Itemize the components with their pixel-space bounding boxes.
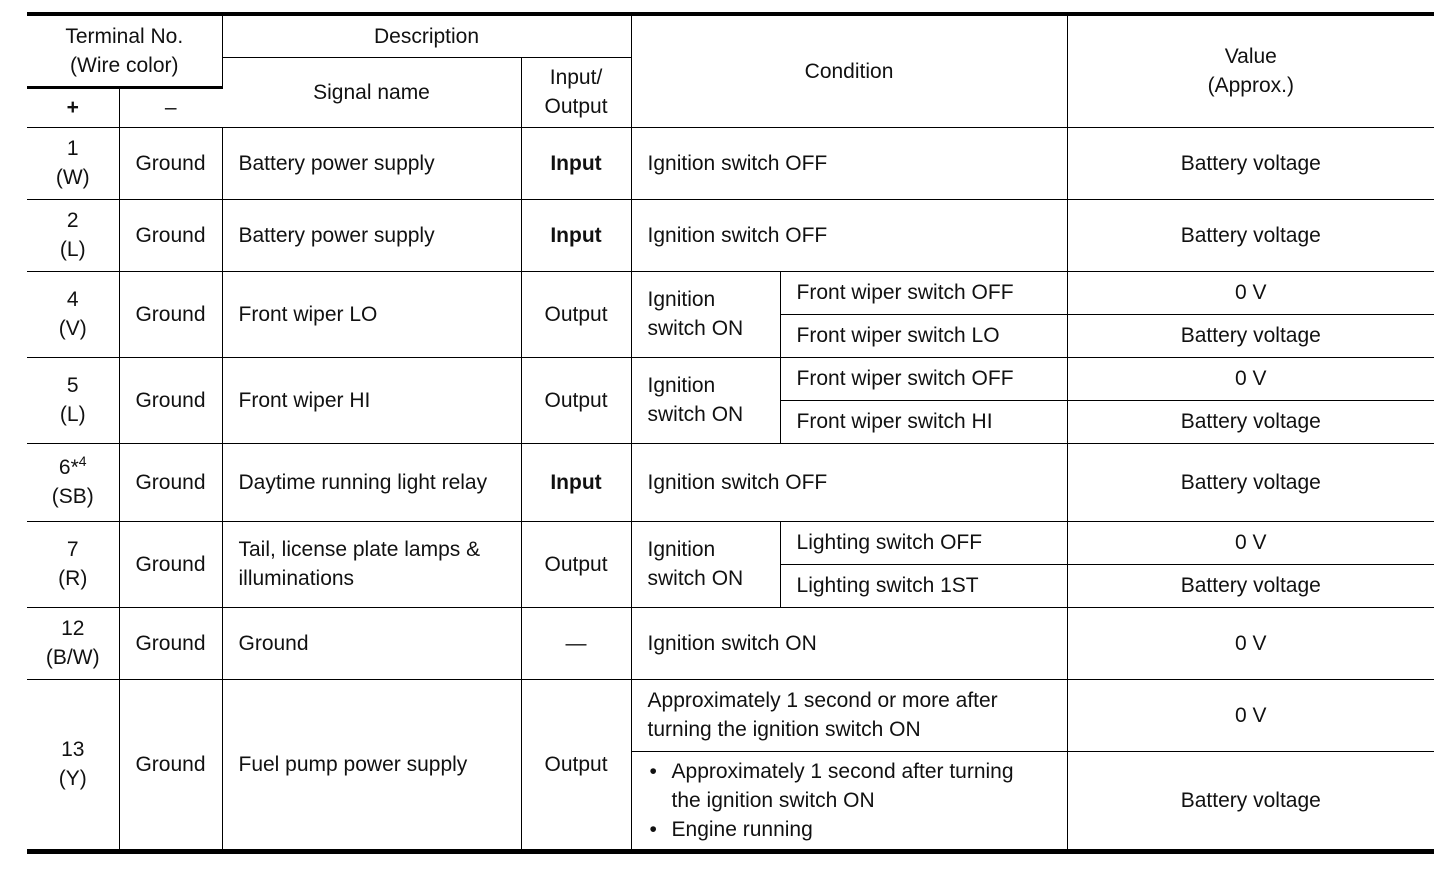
header-description: Description [222,14,631,57]
terminal-cell [27,127,119,199]
wire-color: (V) [58,317,87,340]
terminal-table [27,12,1434,854]
header-input-output [521,57,631,127]
signal-name-cell: Battery power supply [222,127,521,199]
terminal-number: 12 [61,617,85,640]
wire-color: (R) [58,567,88,590]
value-cell: Battery voltage [1067,751,1434,851]
terminal-number: 13 [61,738,85,761]
value-cell: 0 V [1067,271,1434,314]
condition-cell: Ignition switch OFF [631,443,1067,521]
io-cell: Output [521,357,631,443]
io-cell: Input [521,127,631,199]
condition-sub-cell: Front wiper switch LO [780,314,1067,357]
footnote-marker: 4 [78,453,87,469]
minus-cell: Ground [119,199,222,271]
header-terminal-no-text: Terminal No. [65,24,184,48]
signal-name-cell: Ground [222,607,521,679]
table-row [27,443,1434,521]
condition-sub-cell: Lighting switch OFF [780,521,1067,564]
header-io-text-2: Output [544,95,608,118]
io-cell: Input [521,199,631,271]
table-row [27,679,1434,751]
list-item-text-1: • Approximately 1 second after turning [671,759,1014,783]
header-minus: – [119,87,222,127]
signal-name-cell: Daytime running light relay [222,443,521,521]
value-cell: Battery voltage [1067,443,1434,521]
wire-color: (L) [59,403,86,426]
condition-main-text-1: Ignition [647,288,716,311]
header-terminal-no [27,14,222,87]
condition-main-cell [631,357,780,443]
signal-name-cell: Battery power supply [222,199,521,271]
condition-text-2: turning the ignition switch ON [647,718,921,741]
io-cell: Output [521,271,631,357]
terminal-cell [27,443,119,521]
signal-name-cell: Fuel pump power supply [222,679,521,851]
minus-cell: Ground [119,679,222,851]
condition-main-text-1: Ignition [647,374,716,397]
value-cell: Battery voltage [1067,314,1434,357]
signal-name-text-1: Tail, license plate lamps & [238,538,481,561]
condition-cell: Ignition switch OFF [631,199,1067,271]
condition-main-text-2: switch ON [647,403,744,426]
minus-cell: Ground [119,607,222,679]
terminal-number-text: 6* [58,456,79,479]
list-item-text-2: the ignition switch ON [671,788,875,812]
condition-cell: Ignition switch ON [631,607,1067,679]
terminal-cell [27,679,119,851]
io-cell: Output [521,679,631,851]
value-cell: 0 V [1067,607,1434,679]
signal-name-cell [222,521,521,607]
condition-sub-cell: Front wiper switch OFF [780,357,1067,400]
terminal-number: 5 [66,374,79,397]
header-wire-color-text: (Wire color) [70,53,179,77]
terminal-number: 2 [66,209,79,232]
header-value-approx-text: (Approx.) [1207,74,1294,98]
header-condition: Condition [631,14,1067,127]
wire-color: (SB) [51,485,94,508]
condition-sub-cell: Front wiper switch HI [780,400,1067,443]
condition-main-text-1: Ignition [647,538,716,561]
signal-name-cell: Front wiper LO [222,271,521,357]
condition-main-cell [631,521,780,607]
terminal-cell [27,357,119,443]
table-row [27,199,1434,271]
table-row [27,357,1434,400]
header-signal-name: Signal name [222,57,521,127]
header-io-text-1: Input/ [549,66,603,89]
io-cell: Input [521,443,631,521]
minus-cell: Ground [119,271,222,357]
terminal-number [35,453,111,482]
value-cell: Battery voltage [1067,199,1434,271]
table-row [27,271,1434,314]
condition-sub-cell: Lighting switch 1ST [780,564,1067,607]
terminal-cell [27,521,119,607]
table-row [27,607,1434,679]
header-value-text: Value [1224,45,1277,69]
value-cell: Battery voltage [1067,400,1434,443]
terminal-number: 4 [66,288,79,311]
minus-cell: Ground [119,357,222,443]
value-cell: 0 V [1067,357,1434,400]
signal-name-text-2: illuminations [238,567,355,590]
condition-text-1: Approximately 1 second or more after [647,689,998,712]
list-item: • Engine running [648,815,1059,844]
value-cell: Battery voltage [1067,564,1434,607]
condition-list [648,757,1059,844]
value-cell: Battery voltage [1067,127,1434,199]
signal-name-cell: Front wiper HI [222,357,521,443]
condition-main-cell [631,271,780,357]
terminal-table-container [27,12,1434,854]
condition-sub-cell: Front wiper switch OFF [780,271,1067,314]
io-cell: — [521,607,631,679]
io-cell: Output [521,521,631,607]
condition-cell [631,679,1067,751]
header-value [1067,14,1434,127]
wire-color: (Y) [58,767,87,790]
value-cell: 0 V [1067,521,1434,564]
condition-main-text-2: switch ON [647,317,744,340]
terminal-number: 7 [66,538,79,561]
wire-color: (L) [59,238,86,261]
terminal-cell [27,199,119,271]
list-item [648,757,1059,815]
minus-cell: Ground [119,127,222,199]
minus-cell: Ground [119,443,222,521]
value-cell: 0 V [1067,679,1434,751]
condition-main-text-2: switch ON [647,567,744,590]
terminal-number: 1 [66,137,79,160]
wire-color: (B/W) [45,646,100,669]
minus-cell: Ground [119,521,222,607]
terminal-cell [27,271,119,357]
terminal-cell [27,607,119,679]
condition-list-cell [631,751,1067,851]
header-plus: + [27,87,119,127]
table-row [27,521,1434,564]
wire-color: (W) [55,166,90,189]
table-row [27,127,1434,199]
condition-cell: Ignition switch OFF [631,127,1067,199]
